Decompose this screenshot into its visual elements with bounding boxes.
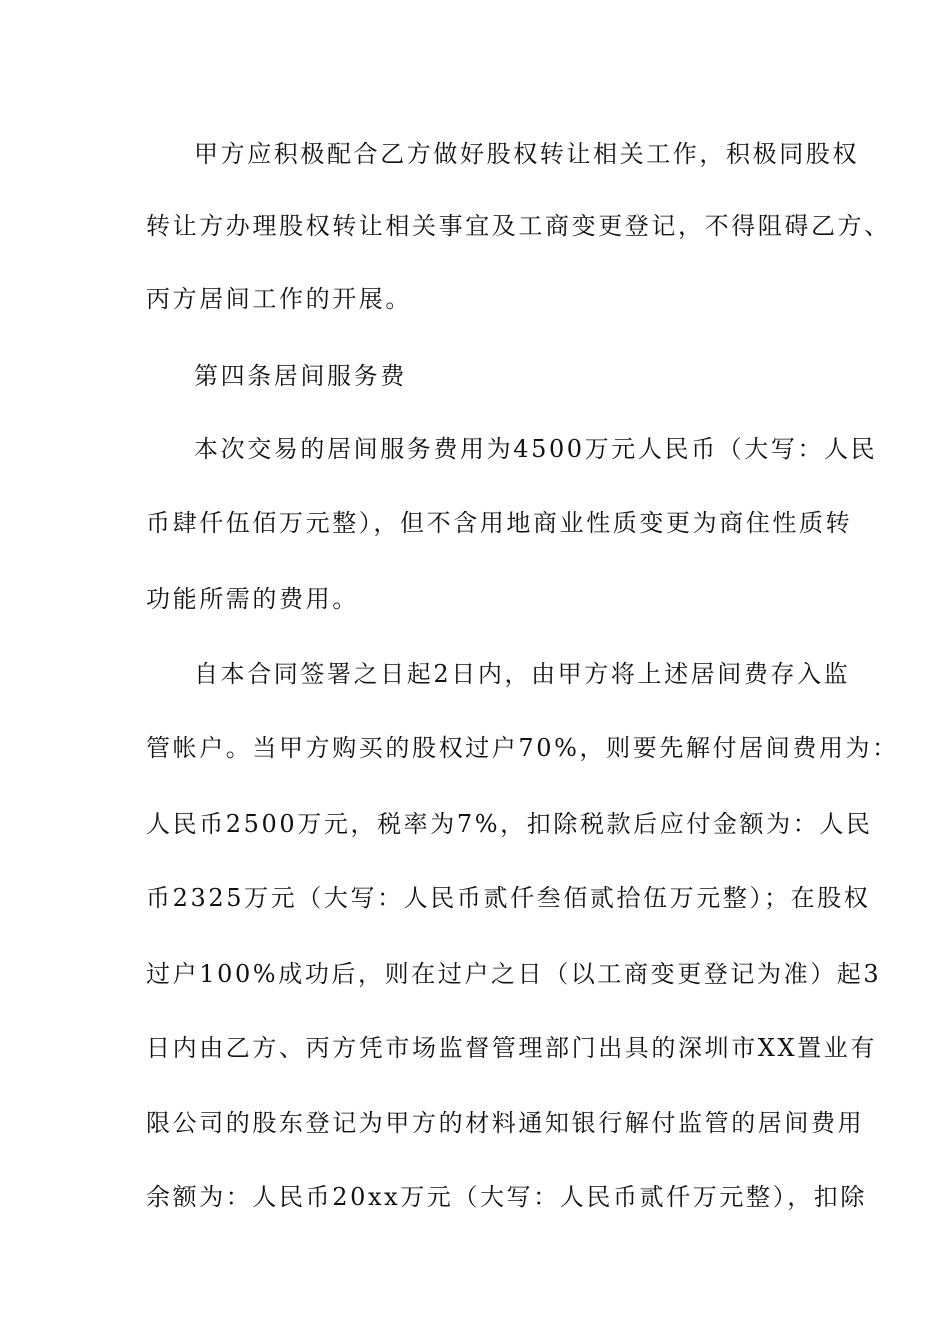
paragraph-2-line-2: 币肆仟伍佰万元整），但不含用地商业性质变更为商住性质转 [146, 509, 853, 537]
paragraph-3-line-7: 限公司的股东登记为甲方的材料通知银行解付监管的居间费用 [146, 1109, 865, 1137]
paragraph-1-line-2: 转让方办理股权转让相关事宜及工商变更登记，不得阻碍乙方、 [146, 212, 891, 240]
paragraph-3-line-2: 管帐户。当甲方购买的股权过户70%，则要先解付居间费用为： [146, 734, 899, 762]
section-heading: 第四条居间服务费 [194, 362, 407, 390]
paragraph-3-line-4: 币2325万元（大写：人民币贰仟叁佰贰拾伍万元整）；在股权 [146, 884, 871, 912]
paragraph-3-line-3: 人民币2500万元，税率为7%，扣除税款后应付金额为：人民 [146, 810, 873, 838]
paragraph-1-line-3: 丙方居间工作的开展。 [146, 285, 412, 313]
paragraph-3-line-1: 自本合同签署之日起2日内，由甲方将上述居间费存入监 [194, 660, 851, 688]
paragraph-3-line-8: 余额为：人民币20xx万元（大写：人民币贰仟万元整），扣除 [146, 1183, 868, 1211]
paragraph-3-line-5: 过户100%成功后，则在过户之日（以工商变更登记为准）起3 [146, 960, 882, 988]
paragraph-3-line-6: 日内由乙方、丙方凭市场监督管理部门出具的深圳市XX置业有 [146, 1034, 877, 1062]
paragraph-1-line-1: 甲方应积极配合乙方做好股权转让相关工作，积极同股权 [194, 140, 859, 168]
paragraph-2-line-1: 本次交易的居间服务费用为4500万元人民币（大写：人民 [194, 435, 878, 463]
paragraph-2-line-3: 功能所需的费用。 [146, 585, 359, 613]
